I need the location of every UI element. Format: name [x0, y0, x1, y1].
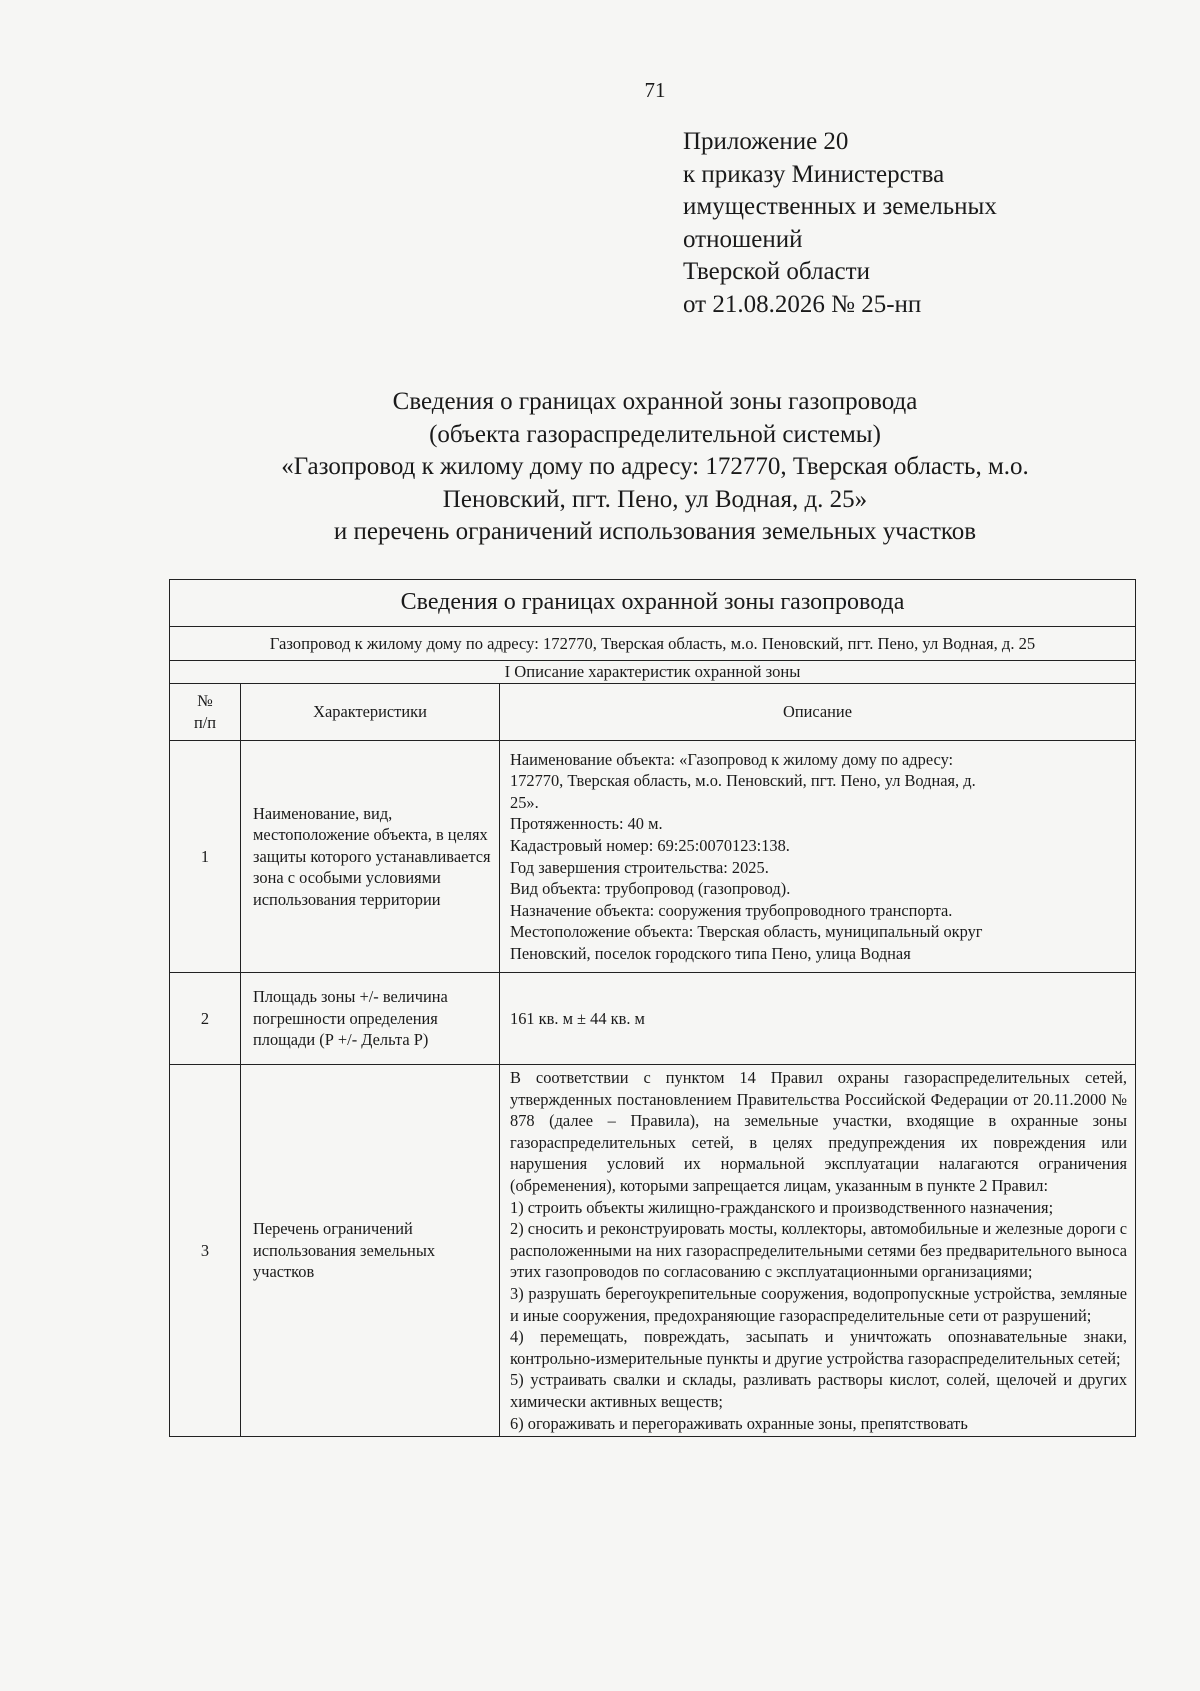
appendix-line: имущественных и земельных — [683, 193, 997, 220]
row-description: 161 кв. м ± 44 кв. м — [500, 973, 1136, 1065]
row-characteristic: Площадь зоны +/- величина погрешности определения площади (Р +/- Дельта Р) — [241, 973, 500, 1065]
restriction-item: 1) строить объекты жилищно-гражданского и производственного назначения; — [510, 1197, 1054, 1217]
title-line: Сведения о границах охранной зоны газопровода — [392, 388, 918, 415]
description-line: Протяженность: 40 м. — [510, 814, 663, 834]
description-line: 172770, Тверская область, м.о. Пеновский, пгт. Пено, ул Водная, д. — [510, 771, 976, 791]
row-number: 3 — [170, 1065, 241, 1437]
table-section-heading: I Описание характеристик охранной зоны — [170, 661, 1136, 684]
restriction-item: 5) устраивать свалки и склады, разливать растворы кислот, солей, щелочей и других химически активных веществ; — [510, 1370, 1128, 1411]
document-title — [150, 386, 1160, 549]
restriction-item: 3) разрушать берегоукрепительные сооружения, водопропускные устройства, земляные и иные сооружения, предохраняющие газораспределительные сети от разрушений; — [510, 1283, 1128, 1325]
title-line: и перечень ограничений использования земельных участков — [333, 518, 977, 545]
restriction-item: 6) огораживать и перегораживать охранные зоны, препятствовать — [510, 1413, 968, 1433]
description-line: Вид объекта: трубопровод (газопровод). — [510, 879, 791, 899]
row-description — [500, 741, 1136, 973]
table-row — [170, 741, 1136, 973]
table-object-line: Газопровод к жилому дому по адресу: 172770, Тверская область, м.о. Пеновский, пгт. Пено, ул Водная, д. 25 — [170, 627, 1136, 661]
description-line: Год завершения строительства: 2025. — [510, 857, 769, 877]
appendix-block — [683, 126, 997, 321]
restriction-paragraph: В соответствии с пунктом 14 Правил охраны газораспределительных сетей, утвержденных постановлением Правительства Российской Федерации от 20.11.2000 № 878 (далее – Правила), на земельные участки, входящие в охранные зоны газораспределительных сетей, в целях предупреждения их повреждения или нарушения условий их нормальной эксплуатации налагаются ограничения (обременения), которыми запрещается лицам, указанным в пункте 2 Правил: — [510, 1068, 1128, 1195]
description-line: Пеновский, поселок городского типа Пено, улица Водная — [510, 943, 911, 963]
column-header-characteristics: Характеристики — [241, 684, 500, 741]
appendix-line: от 21.08.2026 № 25-нп — [683, 290, 922, 318]
table-row — [170, 1065, 1136, 1437]
row-number: 1 — [170, 741, 241, 973]
appendix-line: Тверской области — [683, 258, 870, 285]
appendix-line: Приложение 20 — [683, 128, 849, 155]
description-line: 25». — [510, 792, 539, 812]
description-line: Кадастровый номер: 69:25:0070123:138. — [510, 835, 790, 855]
row-description — [500, 1065, 1136, 1437]
appendix-line: к приказу Министерства — [683, 160, 945, 188]
column-header-number — [170, 684, 241, 741]
header-number-sign: № — [197, 691, 213, 711]
table-row — [170, 973, 1136, 1065]
title-line: «Газопровод к жилому дому по адресу: 172770, Тверская область, м.о. — [281, 453, 1029, 480]
protection-zone-table — [169, 579, 1136, 1437]
title-line: Пеновский, пгт. Пено, ул Водная, д. 25» — [442, 485, 868, 513]
description-line: Местоположение объекта: Тверская область, муниципальный округ — [510, 922, 983, 942]
row-number: 2 — [170, 973, 241, 1065]
row-characteristic: Перечень ограничений использования земельных участков — [241, 1065, 500, 1437]
column-header-description: Описание — [500, 684, 1136, 741]
description-line: Назначение объекта: сооружения трубопроводного транспорта. — [510, 900, 953, 920]
restriction-item: 2) сносить и реконструировать мосты, коллекторы, автомобильные и железные дороги с расположенными на них газораспределительными сетями без предварительного выноса этих газопроводов по согласованию с эксплуатационными организациями; — [510, 1219, 1128, 1282]
restriction-item: 4) перемещать, повреждать, засыпать и уничтожать опознавательные знаки, контрольно-измерительные пункты и другие устройства газораспределительных сетей; — [510, 1327, 1128, 1368]
description-line: Наименование объекта: «Газопровод к жилому дому по адресу: — [510, 749, 954, 769]
appendix-line: отношений — [683, 225, 803, 253]
title-line: (объекта газораспределительной системы) — [429, 420, 881, 448]
row-characteristic: Наименование, вид, местоположение объекта, в целях защиты которого устанавливается зона с особыми условиями использования территории — [241, 741, 500, 973]
table-title: Сведения о границах охранной зоны газопровода — [170, 580, 1136, 627]
header-number-label: п/п — [193, 713, 217, 732]
page-number: 71 — [644, 78, 666, 102]
